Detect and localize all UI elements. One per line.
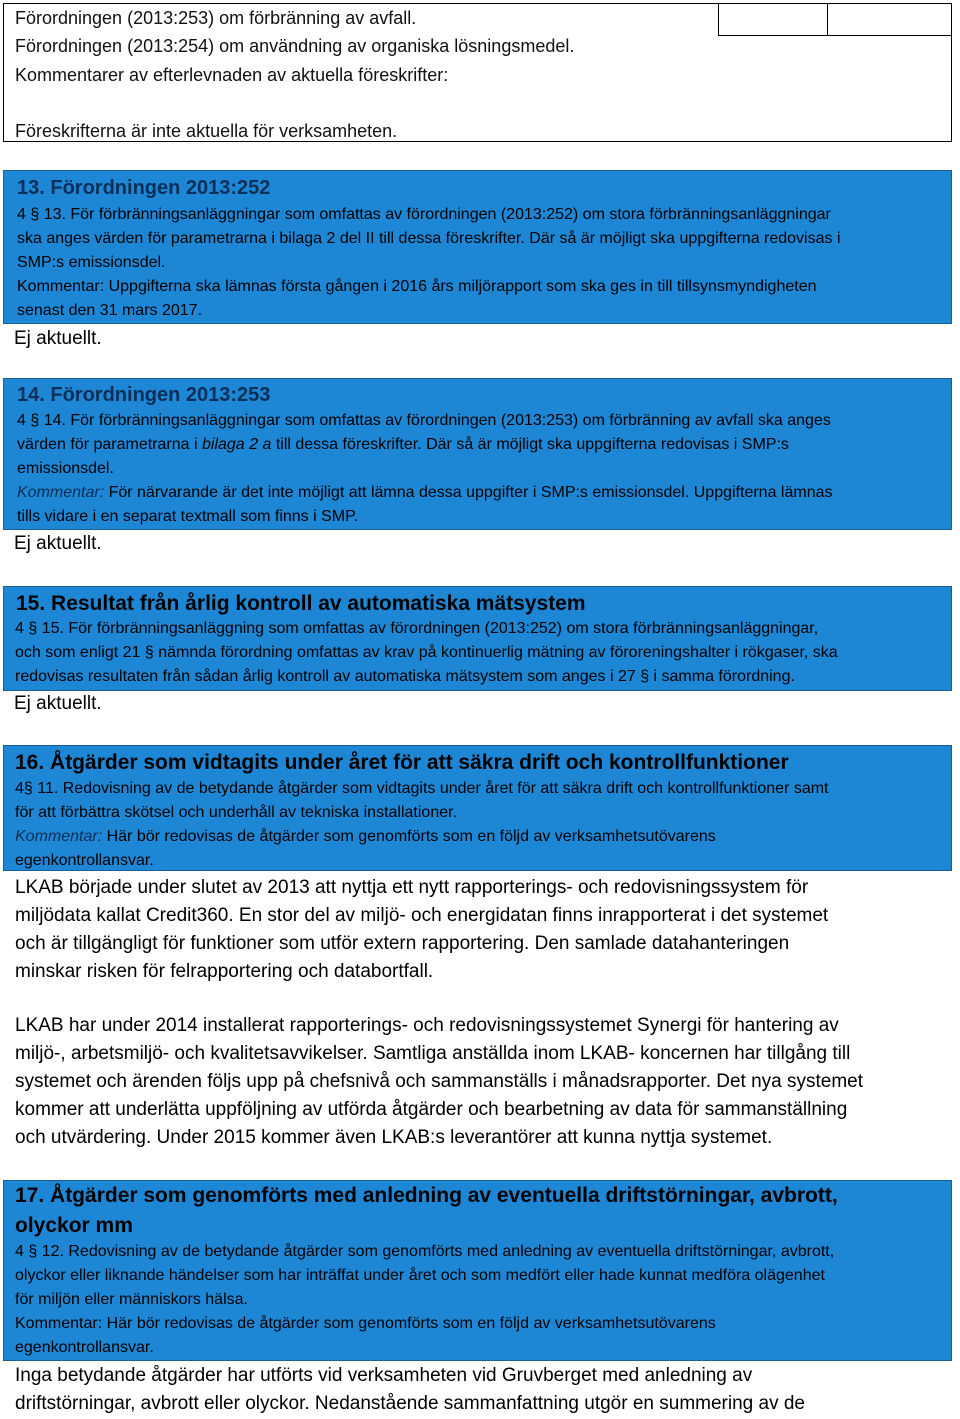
section-16-comment — [15, 828, 716, 846]
section-13-box — [3, 170, 952, 324]
section-14-box — [3, 378, 952, 530]
table-divider — [718, 4, 719, 35]
body-paragraph-line: systemet och ärenden följs upp på chefsnivå och sammanställs i månadsrapporter. Det nya systemet — [15, 1071, 864, 1092]
section-14-status: Ej aktuellt. — [14, 533, 102, 554]
comment-label: Kommentar: — [15, 828, 103, 845]
section-13-comment: Kommentar: Uppgifterna ska lämnas första gången i 2016 års miljörapport som ska ges in till tillsynsmyndigheten — [17, 278, 817, 295]
section-14-text-part: värden för parametrarna i — [17, 436, 202, 453]
section-16-text: 4§ 11. Redovisning av de betydande åtgärder som vidtagits under året för att säkra drift och kontrollfunktioner samt — [15, 780, 829, 797]
body-paragraph-line: LKAB började under slutet av 2013 att nyttja ett nytt rapporterings- och redovisningssystem för — [15, 877, 809, 898]
body-paragraph-line: miljödata kallat Credit360. En stor del av miljö- och energidatan finns inrapporterat i det systemet — [15, 905, 829, 926]
body-paragraph-line: miljö-, arbetsmiljö- och kvalitetsavvikelser. Samtliga anställda inom LKAB- koncernen har tillgång till — [15, 1043, 851, 1064]
body-paragraph-line: Inga betydande åtgärder har utförts vid verksamheten vid Gruvberget med anledning av — [15, 1365, 753, 1386]
regulations-table — [3, 3, 952, 142]
section-13-text: ska anges värden för parametrarna i bilaga 2 del II till dessa föreskrifter. Där så är möjligt ska uppgifterna redovisas i — [17, 230, 841, 247]
table-divider — [827, 4, 828, 35]
regulation-253: Förordningen (2013:253) om förbränning av avfall. — [15, 8, 417, 28]
section-15-status: Ej aktuellt. — [14, 693, 102, 714]
body-paragraph-line: och utvärdering. Under 2015 kommer även LKAB:s leverantörer att kunna nyttja systemet. — [15, 1127, 773, 1148]
section-15-heading: 15. Resultat från årlig kontroll av automatiska mätsystem — [16, 592, 586, 615]
body-paragraph-line: kommer att underlätta uppföljning av utförda åtgärder och bearbetning av data för sammanställning — [15, 1099, 848, 1120]
section-13-text: 4 § 13. För förbränningsanläggningar som omfattas av förordningen (2013:252) om stora förbränningsanläggningar — [17, 206, 831, 223]
section-16-comment: egenkontrollansvar. — [15, 852, 154, 869]
section-17-heading: olyckor mm — [15, 1214, 133, 1237]
section-17-comment: egenkontrollansvar. — [15, 1339, 154, 1356]
section-13-text: SMP:s emissionsdel. — [17, 254, 166, 271]
section-17-text: för miljön eller människors hälsa. — [15, 1291, 248, 1308]
section-17-text: 4 § 12. Redovisning av de betydande åtgärder som genomförts med anledning av eventuella driftstörningar, avbrott, — [15, 1243, 835, 1260]
section-15-text: och som enligt 21 § nämnda förordning omfattas av krav på kontinuerlig mätning av föroreningshalter i rökgaser, ska — [15, 644, 838, 661]
section-14-text: 4 § 14. För förbränningsanläggningar som omfattas av förordningen (2013:253) om förbränning av avfall ska anges — [17, 412, 831, 429]
section-16-heading: 16. Åtgärder som vidtagits under året för att säkra drift och kontrollfunktioner — [15, 751, 789, 774]
regulation-254: Förordningen (2013:254) om användning av organiska lösningsmedel. — [15, 36, 575, 56]
section-15-text: redovisas resultaten från sådan årlig kontroll av automatiska mätsystem som anges i 27 § i samma förordning. — [15, 668, 795, 685]
section-14-text-part: till dessa föreskrifter. Där så är möjligt ska uppgifterna redovisas i SMP:s — [271, 436, 789, 453]
section-13-status: Ej aktuellt. — [14, 328, 102, 349]
section-17-comment: Kommentar: Här bör redovisas de åtgärder som genomförts som en följd av verksamhetsutövarens — [15, 1315, 716, 1332]
section-14-comment — [17, 484, 833, 502]
body-paragraph-line: LKAB har under 2014 installerat rapporterings- och redovisningssystemet Synergi för hantering av — [15, 1015, 839, 1036]
section-15-box — [3, 586, 952, 691]
section-16-box — [3, 745, 952, 871]
body-paragraph-line: driftstörningar, avbrott eller olyckor. Nedanstående sammanfattning utgör en summering av de — [15, 1393, 805, 1414]
section-16-comment-text: Här bör redovisas de åtgärder som genomförts som en följd av verksamhetsutövarens — [102, 828, 716, 845]
section-17-box — [3, 1180, 952, 1361]
table-divider — [718, 35, 951, 36]
section-13-heading: 13. Förordningen 2013:252 — [17, 177, 271, 199]
section-14-comment-text: För närvarande är det inte möjligt att lämna dessa uppgifter i SMP:s emissionsdel. Uppgifterna lämnas — [104, 484, 833, 501]
section-15-text: 4 § 15. För förbränningsanläggning som omfattas av förordningen (2013:252) om stora förbränningsanläggningar, — [15, 620, 819, 637]
comment-label: Kommentar: — [17, 484, 105, 501]
section-16-text: för att förbättra skötsel och underhåll av tekniska installationer. — [15, 804, 458, 821]
body-paragraph-line: minskar risken för felrapportering och databortfall. — [15, 961, 434, 982]
section-14-appendix-ref: bilaga 2 a — [201, 436, 272, 453]
section-13-comment: senast den 31 mars 2017. — [17, 302, 203, 319]
section-14-heading: 14. Förordningen 2013:253 — [17, 384, 271, 406]
section-17-text: olyckor eller liknande händelser som har inträffat under året och som medfört eller hade kunnat medföra olägenhet — [15, 1267, 825, 1284]
compliance-comment-text: Föreskrifterna är inte aktuella för verksamheten. — [15, 121, 398, 141]
section-14-text — [17, 436, 789, 454]
compliance-comment-label: Kommentarer av efterlevnaden av aktuella föreskrifter: — [15, 65, 449, 85]
section-14-comment: tills vidare i en separat textmall som finns i SMP. — [17, 508, 359, 525]
section-17-heading: 17. Åtgärder som genomförts med anledning av eventuella driftstörningar, avbrott, — [15, 1184, 838, 1207]
body-paragraph-line: och är tillgängligt för funktioner som utför extern rapportering. Den samlade datahanteringen — [15, 933, 790, 954]
section-14-text: emissionsdel. — [17, 460, 114, 477]
